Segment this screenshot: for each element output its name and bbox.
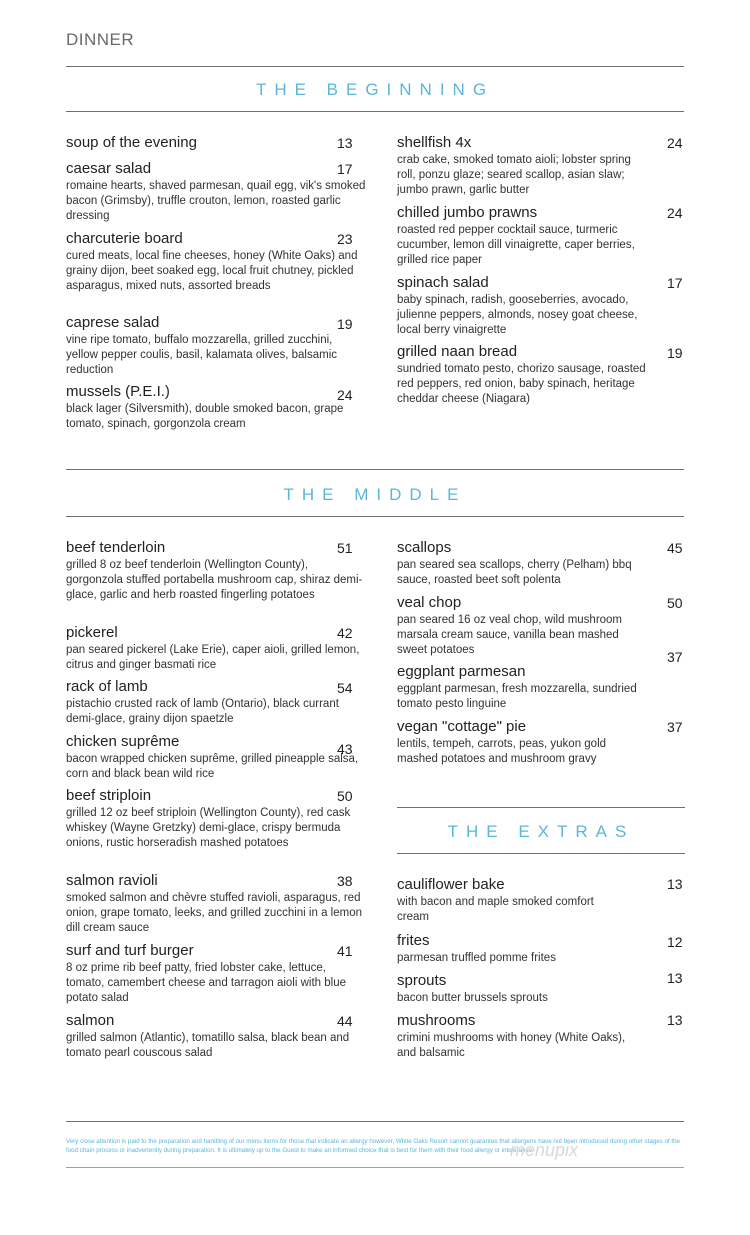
section-title-beginning: THE BEGINNING xyxy=(255,80,495,99)
item-price: 24 xyxy=(667,205,683,221)
item-description: cured meats, local fine cheeses, honey (White Oaks) and grainy dijon, beet soaked egg, local fruit chutney, pickled asparagus, mixed nuts, assorted breads xyxy=(66,250,358,292)
item-description: grilled salmon (Atlantic), tomatillo salsa, black bean and tomato pearl couscous salad xyxy=(66,1032,350,1059)
item-description: black lager (Silversmith), double smoked bacon, grape tomato, spinach, gorgonzola cream xyxy=(66,403,344,430)
menu-item xyxy=(397,663,647,712)
item-name: sprouts xyxy=(397,972,447,989)
item-description: baby spinach, radish, gooseberries, avocado, julienne peppers, almonds, nosey goat cheese, local berry vinaigrette xyxy=(397,294,638,336)
item-name: pickerel xyxy=(66,624,118,641)
item-price: 24 xyxy=(667,135,683,151)
item-name: chilled jumbo prawns xyxy=(397,204,538,221)
menu-item xyxy=(66,678,366,727)
divider xyxy=(66,516,684,517)
item-price: 13 xyxy=(667,876,683,892)
item-price: 43 xyxy=(337,741,353,757)
section-title-extras: THE EXTRAS xyxy=(447,822,635,841)
divider xyxy=(397,853,685,854)
item-name: scallops xyxy=(397,539,452,556)
item-name: veal chop xyxy=(397,594,462,611)
item-price: 51 xyxy=(337,540,353,556)
divider xyxy=(66,66,684,67)
item-name: caprese salad xyxy=(66,314,160,331)
allergy-disclaimer: Very close attention is paid to the preparation and handling of our menu items for those that indicate an allergy however, White Oaks Resort cannot guarantee that allergens have not been introduced during other stages of the food chain process or inadvertently during preparation. It is ultimately up to the Guest to make an informed choice that is best for them with their food allergy or intolerance. xyxy=(66,1138,680,1154)
menu-title: DINNER xyxy=(66,30,135,49)
menu-item xyxy=(397,972,647,1006)
section-title-middle: THE MIDDLE xyxy=(283,485,467,504)
item-description: pan seared 16 oz veal chop, wild mushroom marsala cream sauce, vanilla bean mashed sweet potatoes xyxy=(397,614,623,656)
item-name: frites xyxy=(397,932,430,949)
menu-item xyxy=(66,787,366,851)
menu-item xyxy=(397,1012,647,1061)
divider xyxy=(66,469,684,470)
menu-item xyxy=(66,872,366,936)
menu-item xyxy=(66,383,366,432)
menu-item xyxy=(66,134,366,152)
item-name: mushrooms xyxy=(397,1012,476,1029)
item-description: grilled 12 oz beef striploin (Wellington County), red cask whiskey (Wayne Gretzky) demi-glace, crispy bermuda onions, rustic horseradish mashed potatoes xyxy=(66,807,351,849)
item-price: 19 xyxy=(667,345,683,361)
item-name: chicken suprême xyxy=(66,733,180,750)
item-price: 24 xyxy=(337,387,353,403)
item-price: 23 xyxy=(337,231,353,247)
item-name: rack of lamb xyxy=(66,678,148,695)
item-description: pan seared sea scallops, cherry (Pelham) bbq sauce, roasted beet soft polenta xyxy=(397,559,632,586)
item-name: cauliflower bake xyxy=(397,876,505,893)
item-description: pan seared pickerel (Lake Erie), caper aioli, grilled lemon, citrus and ginger basmati rice xyxy=(66,644,360,671)
item-name: beef tenderloin xyxy=(66,539,166,556)
menu-item xyxy=(66,624,366,673)
item-description: bacon wrapped chicken suprême, grilled pineapple salsa, corn and black bean wild rice xyxy=(66,753,359,780)
item-name: salmon xyxy=(66,1012,115,1029)
menu-item xyxy=(397,204,647,268)
menu-item xyxy=(397,876,617,925)
divider xyxy=(66,111,684,112)
item-description: sundried tomato pesto, chorizo sausage, roasted red peppers, red onion, baby spinach, heritage cheddar cheese (Niagara) xyxy=(397,363,646,405)
item-description: smoked salmon and chèvre stuffed ravioli, asparagus, red onion, grape tomato, leeks, and grilled zucchini in a lemon dill cream sauce xyxy=(66,892,362,934)
menu-item xyxy=(397,343,647,407)
item-description: crab cake, smoked tomato aioli; lobster spring roll, ponzu glaze; seared scallop, asian slaw; jumbo prawn, garlic butter xyxy=(397,154,631,196)
item-description: bacon butter brussels sprouts xyxy=(397,992,548,1004)
item-name: spinach salad xyxy=(397,274,489,291)
item-description: grilled 8 oz beef tenderloin (Wellington County), gorgonzola stuffed portabella mushroom cap, shiraz demi-glace, garlic and herb roasted fingerling potatoes xyxy=(66,559,363,601)
menu-item xyxy=(397,134,647,198)
item-description: eggplant parmesan, fresh mozzarella, sundried tomato pesto linguine xyxy=(397,683,637,710)
divider xyxy=(397,807,685,808)
menu-item xyxy=(66,539,366,603)
menu-item xyxy=(66,314,366,378)
item-price: 17 xyxy=(667,275,683,291)
item-price: 12 xyxy=(667,934,683,950)
item-description: romaine hearts, shaved parmesan, quail egg, vik's smoked bacon (Grimsby), truffle crouton, lemon, roasted garlic dressing xyxy=(66,180,366,222)
item-price: 13 xyxy=(667,970,683,986)
item-price: 45 xyxy=(667,540,683,556)
item-name: grilled naan bread xyxy=(397,343,518,360)
item-description: parmesan truffled pomme frites xyxy=(397,952,556,964)
item-price: 50 xyxy=(667,595,683,611)
menu-item xyxy=(66,1012,366,1061)
item-description: 8 oz prime rib beef patty, fried lobster cake, lettuce, tomato, camembert cheese and tarragon aioli with blue potato salad xyxy=(66,962,346,1004)
divider xyxy=(66,1121,684,1122)
item-description: with bacon and maple smoked comfort cream xyxy=(397,896,594,923)
menu-item xyxy=(66,230,366,294)
item-description: lentils, tempeh, carrots, peas, yukon gold mashed potatoes and mushroom gravy xyxy=(397,738,607,765)
item-price: 50 xyxy=(337,788,353,804)
item-price: 19 xyxy=(337,316,353,332)
item-price: 41 xyxy=(337,943,353,959)
menu-item xyxy=(397,274,647,338)
item-price: 54 xyxy=(337,680,353,696)
item-price: 38 xyxy=(337,873,353,889)
item-price: 44 xyxy=(337,1013,353,1029)
item-description: crimini mushrooms with honey (White Oaks), and balsamic xyxy=(397,1032,626,1059)
menu-item xyxy=(66,733,366,782)
item-name: charcuterie board xyxy=(66,230,183,247)
menu-item xyxy=(397,932,647,966)
menu-item xyxy=(397,594,647,658)
item-name: caesar salad xyxy=(66,160,152,177)
item-name: mussels (P.E.I.) xyxy=(66,383,170,400)
item-name: soup of the evening xyxy=(66,134,197,151)
menu-item xyxy=(397,718,647,767)
item-name: beef striploin xyxy=(66,787,152,804)
item-name: shellfish 4x xyxy=(397,134,472,151)
item-description: roasted red pepper cocktail sauce, turmeric cucumber, lemon dill vinaigrette, caper berries, grilled rice paper xyxy=(397,224,635,266)
menu-item xyxy=(66,942,366,1006)
item-price: 37 xyxy=(667,649,683,665)
item-name: vegan "cottage" pie xyxy=(397,718,527,735)
menu-item xyxy=(397,539,647,588)
item-price: 13 xyxy=(667,1012,683,1028)
item-description: vine ripe tomato, buffalo mozzarella, grilled zucchini, yellow pepper coulis, basil, kalamata olives, balsamic reduction xyxy=(66,334,338,376)
watermark: menupix xyxy=(510,1140,579,1160)
item-price: 17 xyxy=(337,161,353,177)
item-description: pistachio crusted rack of lamb (Ontario), black currant demi-glace, grainy dijon spaetzle xyxy=(66,698,339,725)
item-name: salmon ravioli xyxy=(66,872,158,889)
item-price: 37 xyxy=(667,719,683,735)
divider xyxy=(66,1167,684,1168)
item-name: eggplant parmesan xyxy=(397,663,526,680)
item-price: 42 xyxy=(337,625,353,641)
item-price: 13 xyxy=(337,135,353,151)
menu-item xyxy=(66,160,366,224)
item-name: surf and turf burger xyxy=(66,942,194,959)
